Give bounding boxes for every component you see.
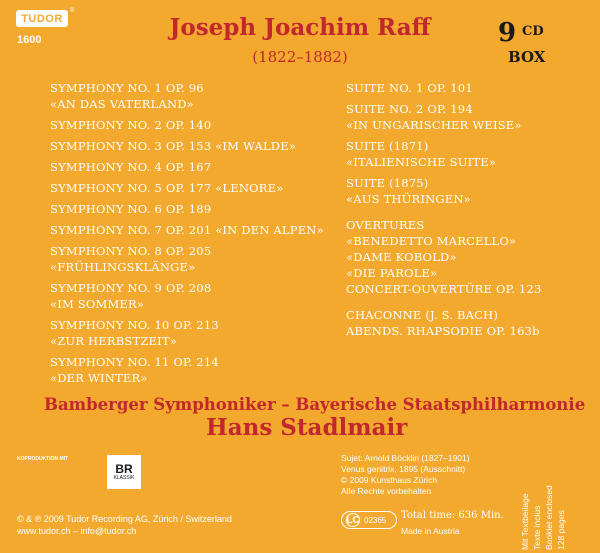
booklet-info (520, 452, 590, 550)
copyright-block (17, 513, 232, 537)
composer-dates: (1822–1882) (252, 48, 348, 66)
work-line: SUITE NO. 2 OP. 194 (346, 102, 473, 116)
registered-mark: ® (70, 8, 75, 14)
label-code-badge (341, 511, 397, 529)
box-label: BOX (508, 48, 546, 66)
credit-line: Sujet: Arnold Böcklin (1827–1901) (341, 453, 470, 463)
br-logo-text: BR (115, 461, 133, 476)
label-code-number: 02365 (364, 515, 387, 525)
br-klassik-logo (107, 455, 141, 489)
work-line: «ITALIENISCHE SUITE» (346, 155, 497, 169)
works-list-left (50, 80, 324, 386)
work-line: SYMPHONY NO. 9 OP. 208 (50, 281, 212, 295)
work-line: SYMPHONY NO. 4 OP. 167 (50, 160, 212, 174)
cd-count: 9 (498, 18, 517, 48)
work-line: SYMPHONY NO. 2 OP. 140 (50, 118, 212, 132)
credit-line: Alle Rechte vorbehalten (341, 486, 432, 496)
tudor-logo-text: TUDOR (21, 12, 63, 25)
work-line: SYMPHONY NO. 6 OP. 189 (50, 202, 212, 216)
work-line: «AN DAS VATERLAND» (50, 97, 194, 111)
work-line: «IM SOMMER» (50, 297, 145, 311)
lc-icon: LC (346, 514, 360, 526)
work-line: «IN UNGARISCHER WEISE» (346, 118, 522, 132)
work-line: SYMPHONY NO. 8 OP. 205 (50, 244, 212, 258)
orchestras: Bamberger Symphoniker – Bayerische Staatsphilharmonie (44, 395, 586, 414)
work-line: «AUS THÜRINGEN» (346, 192, 471, 206)
work-line: «ZUR HERBSTZEIT» (50, 334, 177, 348)
work-line: «FRÜHLINGSKLÄNGE» (50, 260, 196, 274)
work-line: «BENEDETTO MARCELLO» (346, 234, 517, 248)
booklet-line: 128 pages (556, 510, 566, 550)
work-line: «DER WINTER» (50, 371, 148, 385)
work-line: SUITE NO. 1 OP. 101 (346, 81, 473, 95)
conductor-name: Hans Stadlmair (206, 414, 408, 441)
work-line: SUITE (1875) (346, 176, 429, 190)
booklet-line: Texte inclus (532, 505, 542, 550)
booklet-line: Booklet enclosed (544, 485, 554, 550)
coproduction-label: KOPRODUKTION MIT (17, 456, 69, 462)
copyright-line: © & ℗ 2009 Tudor Recording AG, Zürich / Switzerland (17, 514, 232, 524)
work-line: CONCERT-OUVERTÜRE OP. 123 (346, 282, 542, 296)
work-line: ABENDS. RHAPSODIE OP. 163b (346, 324, 540, 338)
catalog-number: 1600 (17, 34, 42, 46)
artwork-credits (341, 453, 470, 497)
credit-line: © 2009 Kunsthaus Zürich (341, 475, 438, 485)
br-logo-sub: KLASSIK (113, 474, 135, 481)
made-in: Made in Austria (401, 526, 460, 536)
credit-line: Venus genitrix, 1895 (Ausschnitt) (341, 464, 466, 474)
work-line: SYMPHONY NO. 7 OP. 201 «IN DEN ALPEN» (50, 223, 324, 237)
cd-box-badge (498, 20, 568, 66)
composer-name: Joseph Joachim Raff (169, 14, 431, 41)
total-time: Total time: 636 Min. (401, 510, 504, 521)
booklet-line: Mit Textbeilage (520, 493, 530, 550)
cd-label: CD (522, 24, 544, 39)
work-line: «DAME KOBOLD» (346, 250, 457, 264)
work-line: «DIE PAROLE» (346, 266, 438, 280)
work-line: SYMPHONY NO. 11 OP. 214 (50, 355, 219, 369)
works-list-right (346, 80, 541, 339)
work-line: SUITE (1871) (346, 139, 429, 153)
work-line: SYMPHONY NO. 10 OP. 213 (50, 318, 219, 332)
work-line: SYMPHONY NO. 1 OP. 96 (50, 81, 204, 95)
work-line: SYMPHONY NO. 5 OP. 177 «LENORE» (50, 181, 284, 195)
website-line: www.tudor.ch – info@tudor.ch (17, 526, 137, 536)
work-line: OVERTURES (346, 218, 425, 232)
work-line: SYMPHONY NO. 3 OP. 153 «IM WALDE» (50, 139, 297, 153)
work-line: CHACONNE (J. S. BACH) (346, 308, 499, 322)
